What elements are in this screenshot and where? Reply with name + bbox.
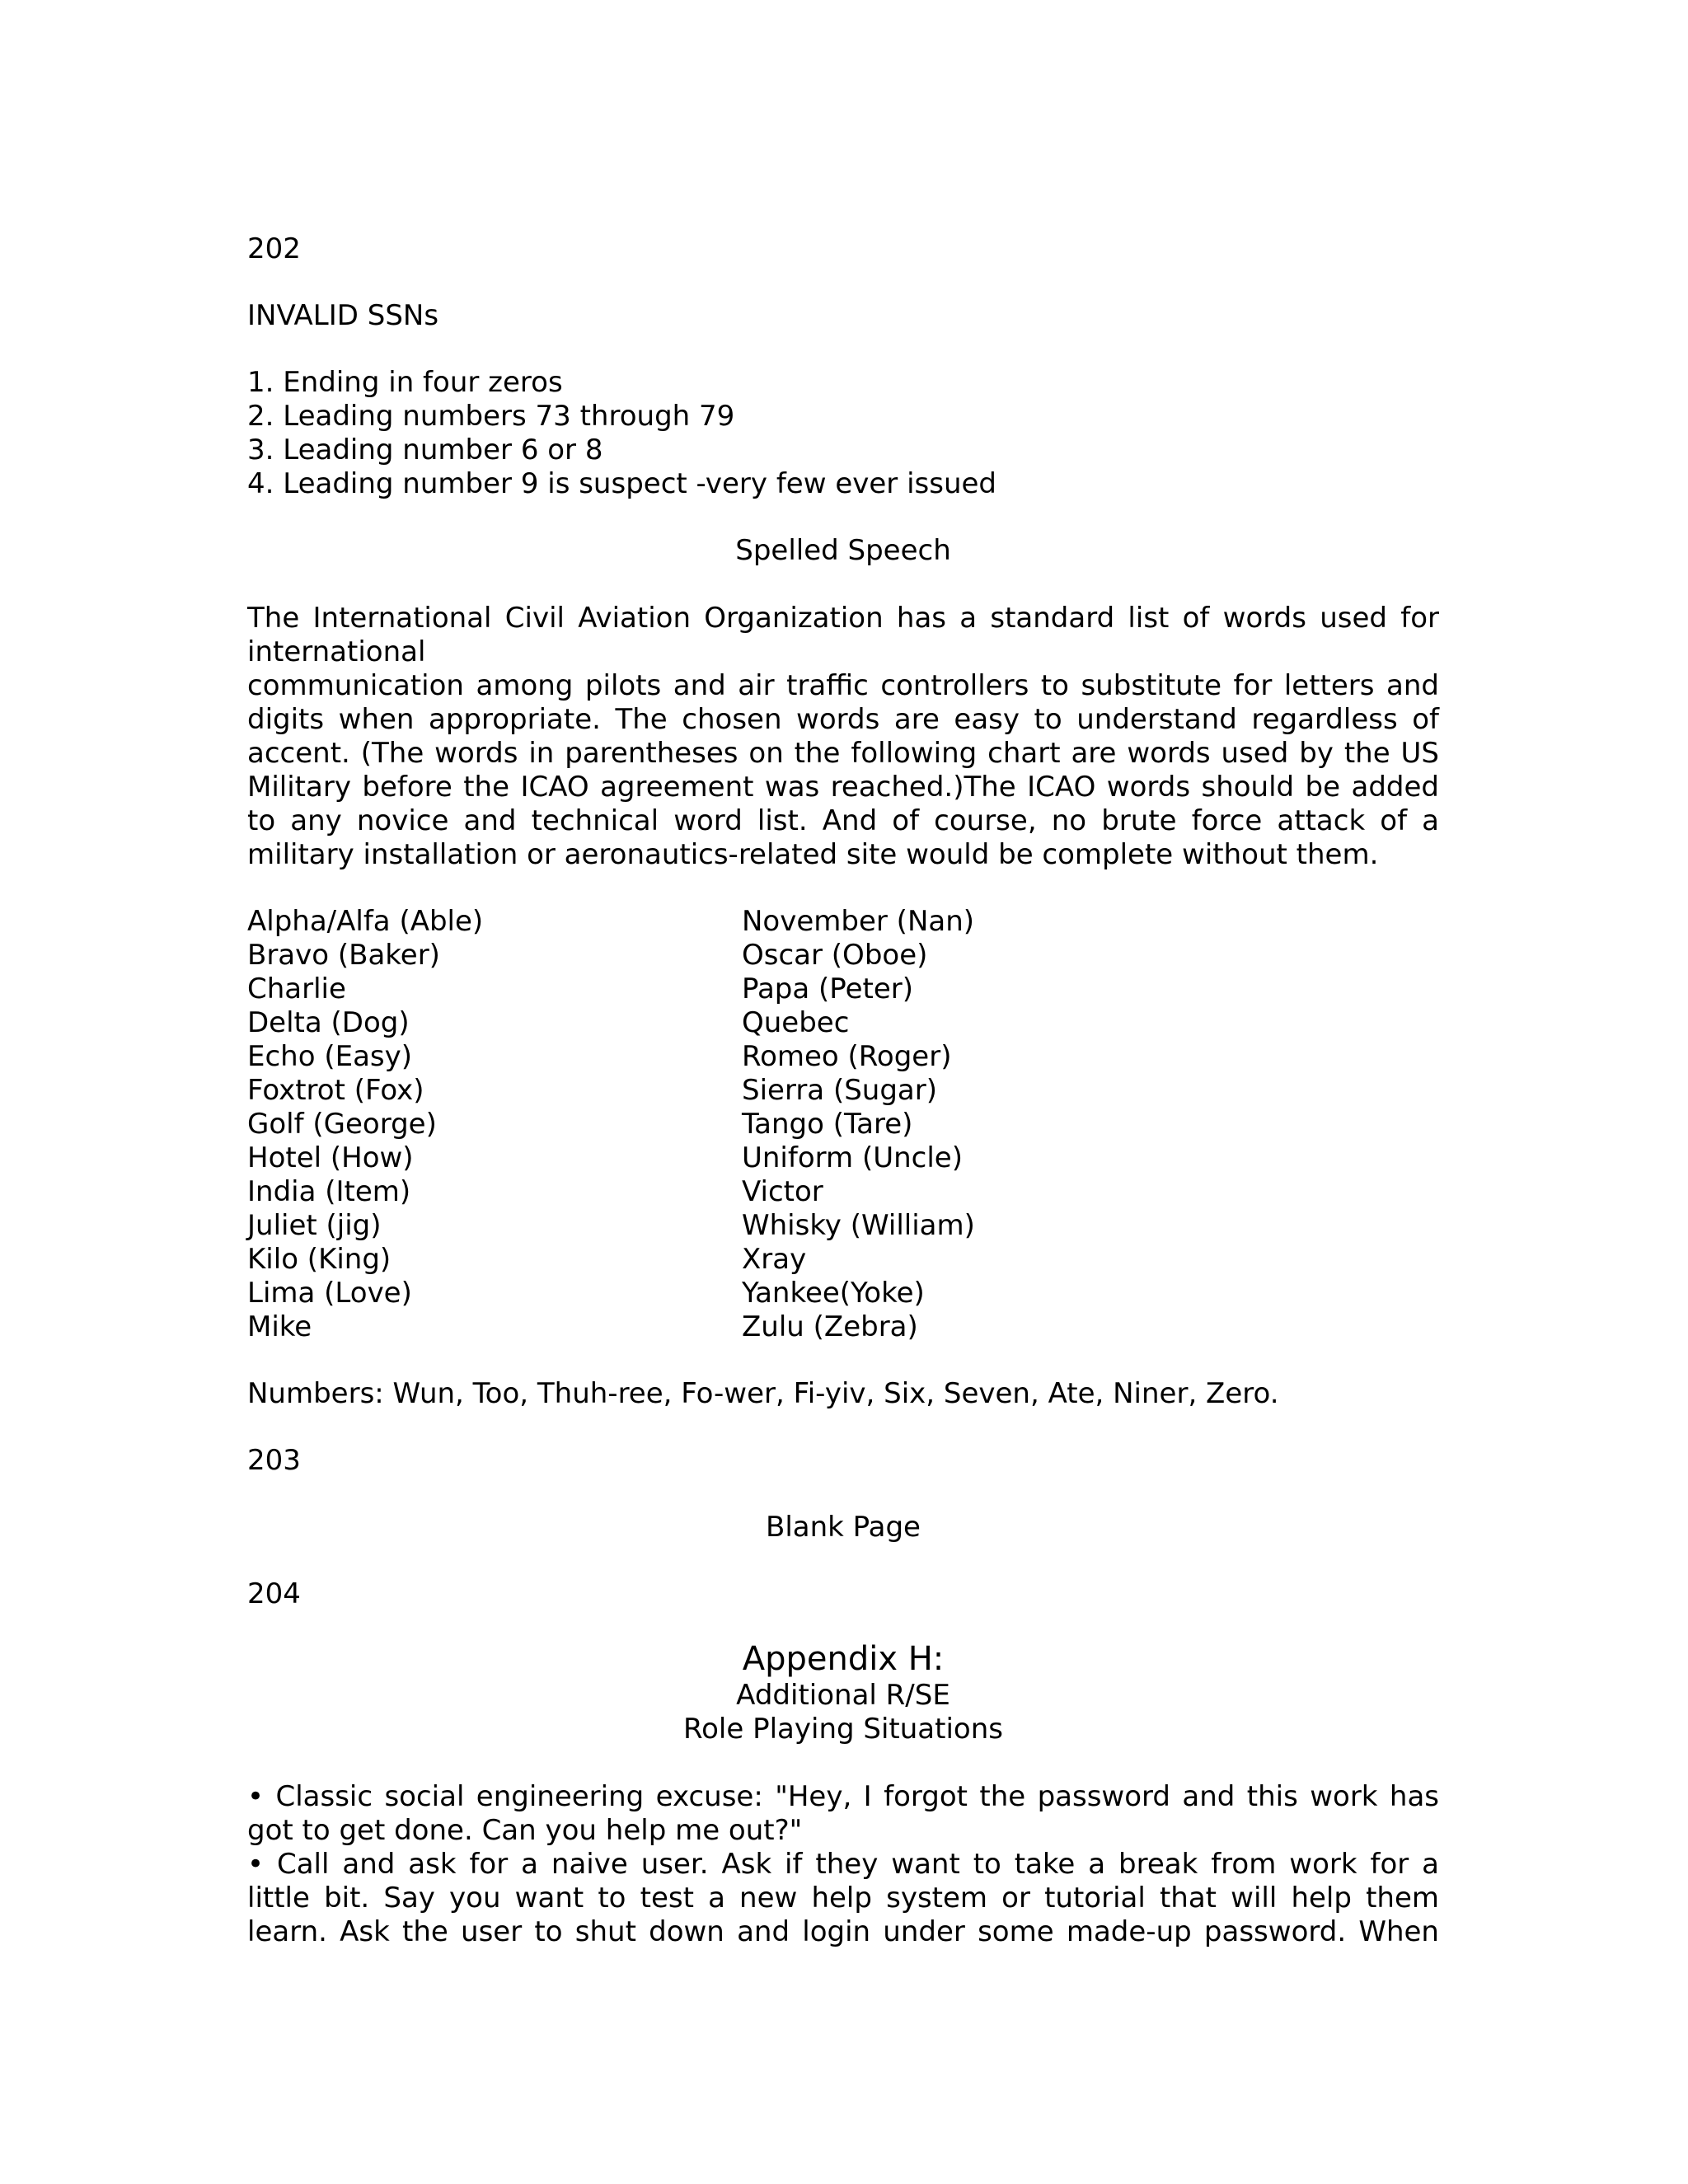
alphabet-word-right: Quebec [742, 1006, 850, 1039]
alphabet-word-left: Golf (George) [247, 1108, 437, 1141]
alphabet-word-right: Zulu (Zebra) [742, 1310, 918, 1343]
alphabet-word-left: Mike [247, 1310, 312, 1343]
paragraph-line: Military before the ICAO agreement was reached.)The ICAO words should be added [247, 771, 1439, 804]
alphabet-word-left: Echo (Easy) [247, 1040, 413, 1073]
blank-page-label: Blank Page [766, 1511, 921, 1544]
list-item: 4. Leading number 9 is suspect -very few ever issued [247, 467, 997, 500]
alphabet-word-left: Juliet (jig) [247, 1209, 382, 1242]
bullet-line: • Call and ask for a naive user. Ask if they want to take a break from work for a [247, 1848, 1439, 1881]
alphabet-word-left: Hotel (How) [247, 1141, 414, 1174]
paragraph-line: military installation or aeronautics-related site would be complete without them. [247, 838, 1379, 871]
page-number-202: 202 [247, 232, 301, 265]
appendix-subtitle: Additional R/SE [736, 1679, 950, 1712]
alphabet-word-right: Sierra (Sugar) [742, 1074, 938, 1107]
paragraph-line: The International Civil Aviation Organization has a standard list of words used for [247, 602, 1439, 635]
alphabet-word-right: Xray [742, 1243, 807, 1276]
list-item: 3. Leading number 6 or 8 [247, 434, 603, 466]
alphabet-word-left: Bravo (Baker) [247, 939, 440, 972]
appendix-subtitle: Role Playing Situations [683, 1713, 1003, 1746]
alphabet-word-left: Charlie [247, 972, 346, 1005]
appendix-title: Appendix H: [742, 1640, 945, 1678]
paragraph-line: to any novice and technical word list. And of course, no brute force attack of a [247, 804, 1439, 837]
alphabet-word-right: Yankee(Yoke) [742, 1277, 925, 1310]
alphabet-word-left: Delta (Dog) [247, 1006, 410, 1039]
alphabet-word-right: Whisky (William) [742, 1209, 975, 1242]
alphabet-word-left: Lima (Love) [247, 1277, 412, 1310]
bullet-line: little bit. Say you want to test a new help system or tutorial that will help them [247, 1882, 1439, 1915]
invalid-ssns-heading: INVALID SSNs [247, 299, 439, 332]
paragraph-line: international [247, 635, 426, 668]
alphabet-word-right: Papa (Peter) [742, 972, 914, 1005]
paragraph-line: accent. (The words in parentheses on the following chart are words used by the US [247, 737, 1439, 770]
bullet-line: got to get done. Can you help me out?" [247, 1814, 803, 1847]
alphabet-word-left: Kilo (King) [247, 1243, 392, 1276]
bullet-line: learn. Ask the user to shut down and login under some made-up password. When [247, 1915, 1439, 1948]
section-title-spelled-speech: Spelled Speech [735, 534, 951, 567]
page-number-204: 204 [247, 1577, 301, 1610]
paragraph-line: communication among pilots and air traffic controllers to substitute for letters and [247, 669, 1439, 702]
numbers-line: Numbers: Wun, Too, Thuh-ree, Fo-wer, Fi-yiv, Six, Seven, Ate, Niner, Zero. [247, 1377, 1279, 1410]
alphabet-word-right: Victor [742, 1175, 823, 1208]
alphabet-word-right: November (Nan) [742, 905, 975, 938]
alphabet-word-left: Alpha/Alfa (Able) [247, 905, 484, 938]
page-number-203: 203 [247, 1444, 301, 1477]
alphabet-word-right: Uniform (Uncle) [742, 1141, 963, 1174]
list-item: 1. Ending in four zeros [247, 366, 563, 399]
alphabet-word-right: Romeo (Roger) [742, 1040, 952, 1073]
alphabet-word-left: Foxtrot (Fox) [247, 1074, 424, 1107]
alphabet-word-right: Tango (Tare) [742, 1108, 913, 1141]
paragraph-line: digits when appropriate. The chosen words are easy to understand regardless of [247, 703, 1439, 736]
bullet-line: • Classic social engineering excuse: "Hey, I forgot the password and this work has [247, 1780, 1439, 1813]
alphabet-word-right: Oscar (Oboe) [742, 939, 928, 972]
alphabet-word-left: India (Item) [247, 1175, 411, 1208]
list-item: 2. Leading numbers 73 through 79 [247, 400, 735, 433]
